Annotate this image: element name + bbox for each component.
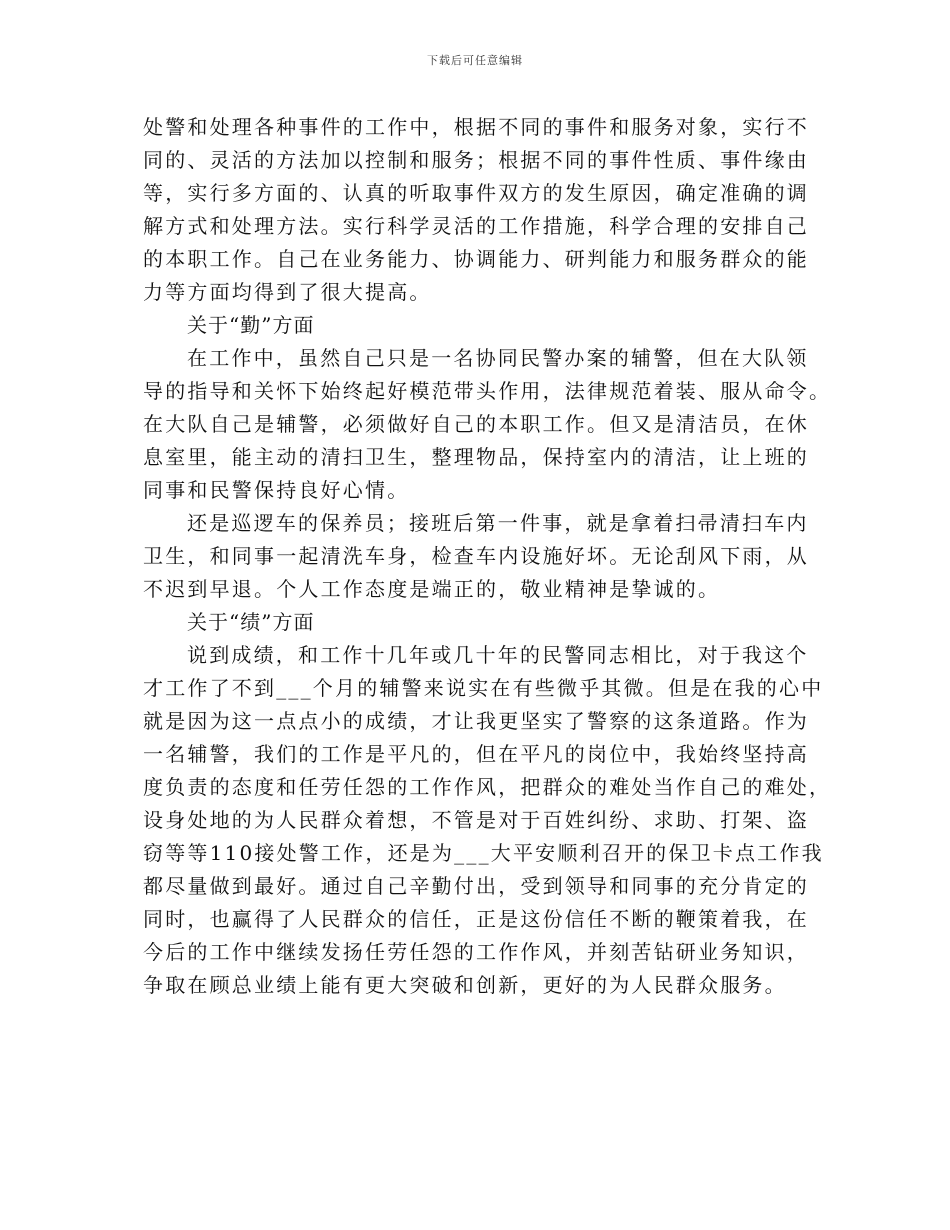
text-line: 息室里，能主动的清扫卫生，整理物品，保持室内的清洁，让上班的 (143, 445, 809, 469)
text-line: 力等方面均得到了很大提高。 (143, 280, 432, 304)
page-header: 下载后可任意编辑 (427, 54, 523, 67)
text-line: 等，实行多方面的、认真的听取事件双方的发生原因，确定准确的调 (143, 181, 809, 205)
text-line: 导的指导和关怀下始终起好模范带头作用，法律规范着装、服从命令。 (143, 379, 832, 403)
text-line: 同的、灵活的方法加以控制和服务；根据不同的事件性质、事件缘由 (143, 148, 809, 172)
section-heading: 关于“勤”方面 (187, 313, 315, 337)
text-line: 度负责的态度和任劳任怨的工作作风，把群众的难处当作自己的难处， (143, 775, 832, 799)
section-heading: 关于“绩”方面 (187, 610, 315, 634)
document-body (143, 111, 832, 1002)
text-line: 同时，也赢得了人民群众的信任，正是这份信任不断的鞭策着我，在 (143, 907, 809, 931)
text-line: 才工作了不到___个月的辅警来说实在有些微乎其微。但是在我的心中 (143, 676, 824, 700)
text-line: 解方式和处理方法。实行科学灵活的工作措施，科学合理的安排自己 (143, 214, 809, 238)
text-line: 今后的工作中继续发扬任劳任怨的工作作风，并刻苦钻研业务知识， (143, 940, 809, 964)
text-line: 还是巡逻车的保养员；接班后第一件事，就是拿着扫帚清扫车内 (187, 511, 809, 535)
text-line: 设身处地的为人民群众着想，不管是对于百姓纠纷、求助、打架、盗 (143, 808, 809, 832)
text-line: 一名辅警，我们的工作是平凡的，但在平凡的岗位中，我始终坚持高 (143, 742, 809, 766)
text-line: 就是因为这一点点小的成绩，才让我更坚实了警察的这条道路。作为 (143, 709, 809, 733)
text-line: 都尽量做到最好。通过自己辛勤付出，受到领导和同事的充分肯定的 (143, 874, 809, 898)
text-line: 同事和民警保持良好心情。 (143, 478, 410, 502)
text-line: 卫生，和同事一起清洗车身，检查车内设施好坏。无论刮风下雨，从 (143, 544, 809, 568)
text-line: 的本职工作。自己在业务能力、协调能力、研判能力和服务群众的能 (143, 247, 809, 271)
text-line: 争取在顾总业绩上能有更大突破和创新，更好的为人民群众服务。 (143, 973, 787, 997)
text-line: 在大队自己是辅警，必须做好自己的本职工作。但又是清洁员，在休 (143, 412, 809, 436)
text-line: 不迟到早退。个人工作态度是端正的，敬业精神是挚诚的。 (143, 577, 721, 601)
text-line: 处警和处理各种事件的工作中，根据不同的事件和服务对象，实行不 (143, 115, 809, 139)
text-line: 说到成绩，和工作十几年或几十年的民警同志相比，对于我这个 (187, 643, 809, 667)
text-line: 窃等等110接处警工作，还是为___大平安顺利召开的保卫卡点工作我 (143, 841, 824, 865)
text-line: 在工作中，虽然自己只是一名协同民警办案的辅警，但在大队领 (187, 346, 809, 370)
